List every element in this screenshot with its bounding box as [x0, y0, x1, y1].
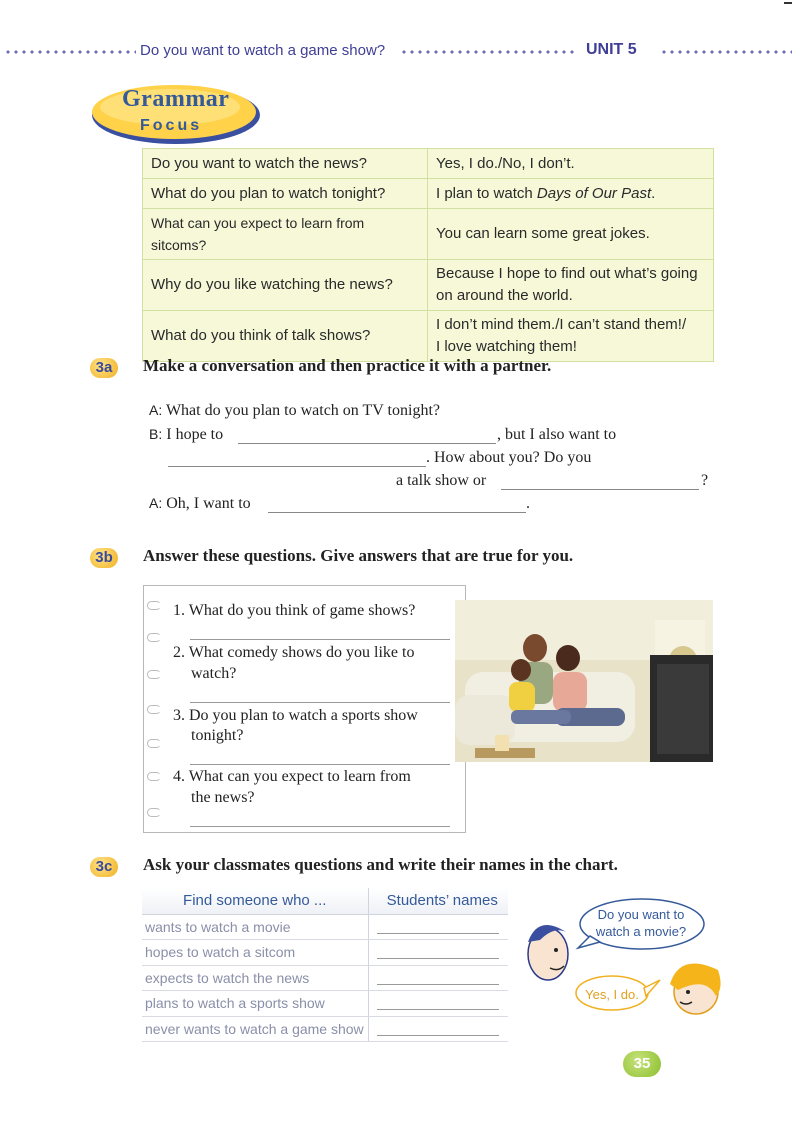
conversation-line-3: . How about you? Do you [426, 449, 592, 466]
question-cell: What do you plan to watch tonight? [143, 179, 428, 209]
name-cell[interactable] [368, 940, 508, 966]
speech-bubble-answer: Yes, I do. [585, 987, 639, 1002]
table-row [143, 311, 714, 362]
line-text: I hope to [166, 426, 224, 443]
ring-icon [147, 633, 161, 642]
question-3: 3. Do you plan to watch a sports show [173, 707, 418, 724]
answer-cell: Yes, I do./No, I don’t. [428, 149, 714, 179]
page-header [0, 40, 800, 64]
chart-header-row [142, 888, 508, 914]
name-cell[interactable] [368, 914, 508, 940]
answer-title: Days of Our Past [536, 184, 652, 202]
speech-bubble-question [583, 906, 699, 940]
answer-cell [428, 179, 714, 209]
header-title: Do you want to watch a game show? [140, 42, 386, 59]
table-row [143, 209, 714, 260]
answer-cell [428, 311, 714, 362]
corner-mark [784, 2, 792, 4]
chart-item: wants to watch a movie [142, 914, 368, 940]
header-dots-middle [400, 49, 576, 55]
ring-icon [147, 601, 161, 610]
answer-blank[interactable] [168, 466, 426, 467]
answer-end: . [651, 184, 656, 202]
line-text-cont: , but I also want to [497, 426, 617, 443]
chart-item: never wants to watch a game show [142, 1016, 368, 1042]
question-cell: Do you want to watch the news? [143, 149, 428, 179]
conversation-line-4: a talk show or [396, 472, 487, 489]
answer-text: I plan to watch [436, 184, 537, 202]
column-header-find: Find someone who ... [142, 888, 368, 914]
table-row [142, 965, 508, 991]
ring-icon [147, 808, 161, 817]
page-number: 35 [623, 1051, 661, 1077]
question-cell: What can you expect to learn from sitcoms? [143, 209, 428, 260]
answer-blank[interactable] [268, 512, 526, 513]
question-4: 4. What can you expect to learn from [173, 768, 411, 785]
question-3-cont: tonight? [191, 727, 244, 744]
column-header-names: Students’ names [368, 888, 508, 914]
ring-icon [147, 772, 161, 781]
question-mark: ? [701, 472, 709, 489]
speaker-a: A: [149, 402, 163, 418]
ring-icon [147, 739, 161, 748]
bubble-line-2: watch a movie? [595, 924, 687, 939]
answer-line-1: I don’t mind them./I can’t stand them!/ [436, 316, 687, 333]
answer-cell [428, 260, 714, 311]
question-2: 2. What comedy shows do you like to [173, 644, 415, 661]
answer-line[interactable] [190, 764, 450, 765]
chart-item: hopes to watch a sitcom [142, 940, 368, 966]
bubble-line-1: Do you want to [597, 907, 685, 922]
question-cell: Why do you like watching the news? [143, 260, 428, 311]
speaker-a: A: [149, 495, 163, 511]
answer-blank[interactable] [238, 443, 496, 444]
name-cell[interactable] [368, 991, 508, 1017]
header-dots-right [660, 49, 792, 55]
table-row [143, 260, 714, 311]
section-title-3b: Answer these questions. Give answers that are true for you. [143, 546, 574, 565]
table-row [142, 991, 508, 1017]
chart-item: plans to watch a sports show [142, 991, 368, 1017]
answer-line[interactable] [190, 702, 450, 703]
table-row [142, 940, 508, 966]
question-4-cont: the news? [191, 789, 255, 806]
conversation-line-2 [149, 426, 223, 444]
grammar-table [142, 148, 714, 362]
name-blank[interactable] [377, 996, 499, 1010]
section-badge-3c: 3c [90, 857, 118, 877]
answer-cell: You can learn some great jokes. [428, 209, 714, 260]
name-blank[interactable] [377, 1022, 499, 1036]
answer-line[interactable] [190, 639, 450, 640]
speaker-b: B: [149, 426, 163, 442]
table-row [143, 149, 714, 179]
answer-line-2: on around the world. [436, 287, 573, 304]
line-text: What do you plan to watch on TV tonight? [165, 402, 440, 419]
section-title-3c: Ask your classmates questions and write their names in the chart. [143, 855, 618, 874]
name-blank[interactable] [377, 945, 499, 959]
answer-line[interactable] [190, 826, 450, 827]
ring-icon [147, 705, 161, 714]
table-row [142, 1016, 508, 1042]
chart-item: expects to watch the news [142, 965, 368, 991]
table-row [142, 914, 508, 940]
question-cell: What do you think of talk shows? [143, 311, 428, 362]
family-tv-photo [455, 600, 713, 762]
line-text: Oh, I want to [166, 495, 251, 512]
name-blank[interactable] [377, 920, 499, 934]
section-title-3a: Make a conversation and then practice it with a partner. [143, 356, 552, 375]
question-1: 1. What do you think of game shows? [173, 602, 416, 619]
answer-blank[interactable] [501, 489, 699, 490]
header-dots-left [4, 49, 136, 55]
unit-label: UNIT 5 [586, 41, 637, 58]
conversation-line-1 [149, 402, 440, 420]
grammar-word: Grammar [122, 86, 230, 112]
period: . [526, 495, 530, 512]
question-2-cont: watch? [191, 665, 237, 682]
conversation-line-5 [149, 495, 251, 513]
ring-icon [147, 670, 161, 679]
section-badge-3b: 3b [90, 548, 118, 568]
name-cell[interactable] [368, 1016, 508, 1042]
answer-line-1: Because I hope to find out what’s going [436, 265, 698, 282]
answer-line-2: I love watching them! [436, 338, 577, 355]
name-blank[interactable] [377, 971, 499, 985]
name-cell[interactable] [368, 965, 508, 991]
survey-chart [142, 888, 508, 1042]
table-row [143, 179, 714, 209]
section-badge-3a: 3a [90, 358, 118, 378]
focus-word: Focus [140, 117, 203, 134]
